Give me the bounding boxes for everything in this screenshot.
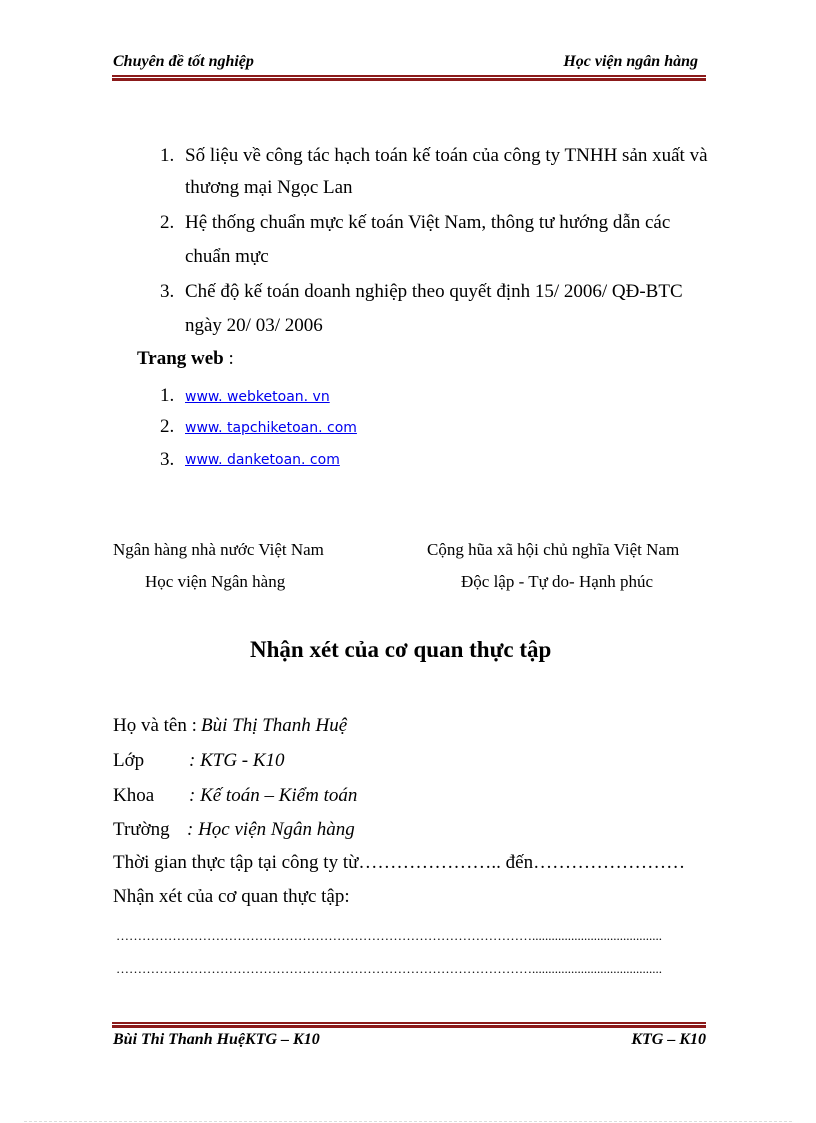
class-label: Lớp xyxy=(113,750,145,771)
link-tapchiketoan[interactable]: www. tapchiketoan. com xyxy=(185,420,357,436)
right-org-line1: Cộng hũa xã hội chủ nghĩa Việt Nam xyxy=(427,540,680,559)
right-org-line2: Độc lập - Tự do- Hạnh phúc xyxy=(461,572,654,591)
comment-label: Nhận xét của cơ quan thực tập: xyxy=(113,886,350,907)
link-number: 3. xyxy=(160,449,175,470)
ref-number: 2. xyxy=(160,212,175,233)
header-left: Chuyên đề tốt nghiệp xyxy=(113,53,254,70)
left-org-line2: Học viện Ngân hàng xyxy=(145,572,286,591)
header-rule xyxy=(112,75,706,81)
comment-dotted-line: ……………………………………………………………………………………........................................ xyxy=(116,961,662,976)
name-value: Bùi Thị Thanh Huệ xyxy=(201,715,348,736)
web-heading xyxy=(137,348,234,370)
internship-period: Thời gian thực tập tại công ty từ………………….. đến…………………… xyxy=(113,852,686,873)
class-value: : KTG - K10 xyxy=(189,750,285,771)
ref-line: thương mại Ngọc Lan xyxy=(185,177,353,198)
web-label: Trang web xyxy=(137,348,224,369)
link-webketoan[interactable]: www. webketoan. vn xyxy=(185,389,330,405)
link-danketoan[interactable]: www. danketoan. com xyxy=(185,452,340,468)
link-number: 1. xyxy=(160,385,175,406)
ref-line: Số liệu về công tác hạch toán kế toán của công ty TNHH sản xuất và xyxy=(185,145,708,166)
web-colon: : xyxy=(223,348,234,369)
header-right: Học viện ngân hàng xyxy=(563,53,698,70)
ref-line: Chế độ kế toán doanh nghiệp theo quyết định 15/ 2006/ QĐ-BTC xyxy=(185,281,683,302)
name-label: Họ và tên : xyxy=(113,715,197,736)
ref-number: 1. xyxy=(160,145,175,166)
footer-rule xyxy=(112,1022,706,1028)
ref-line: Hệ thống chuẩn mực kế toán Việt Nam, thông tư hướng dẫn các xyxy=(185,212,671,233)
ref-line: chuẩn mực xyxy=(185,246,269,267)
footer-left: Bùi Thi Thanh HuệKTG – K10 xyxy=(113,1031,320,1048)
faculty-value: : Kế toán – Kiểm toán xyxy=(189,785,358,806)
page-boundary xyxy=(24,1121,792,1122)
left-org-line1: Ngân hàng nhà nước Việt Nam xyxy=(113,540,324,559)
ref-line: ngày 20/ 03/ 2006 xyxy=(185,315,323,336)
comment-dotted-line: ……………………………………………………………………………………........................................ xyxy=(116,928,662,943)
ref-number: 3. xyxy=(160,281,175,302)
faculty-label: Khoa xyxy=(113,785,155,806)
footer-right: KTG – K10 xyxy=(631,1031,706,1048)
school-value: : Học viện Ngân hàng xyxy=(187,819,355,840)
link-number: 2. xyxy=(160,416,175,437)
page-title: Nhận xét của cơ quan thực tập xyxy=(250,637,552,662)
school-label: Trường xyxy=(113,819,170,840)
